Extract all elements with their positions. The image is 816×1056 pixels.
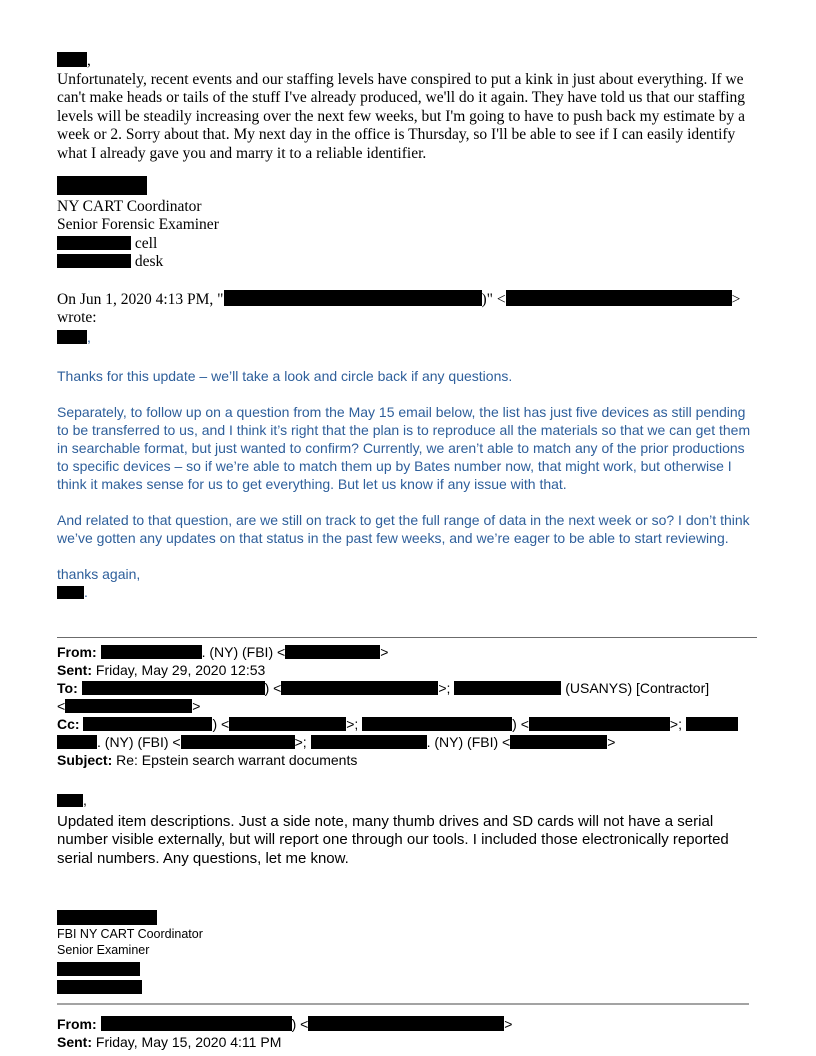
quote-attribution-line [57,290,759,328]
cc-frag: >; [294,733,311,750]
cc-frag: ) < [512,715,529,732]
from-label: From: [57,1016,97,1032]
email1-greeting [57,52,759,71]
cc-frag: >; [346,715,363,732]
redaction-bar [57,735,97,749]
cc-frag: > [607,733,616,750]
redaction-bar [57,910,157,925]
cc-frag: . (NY) (FBI) < [426,733,511,750]
redaction-bar [65,699,192,713]
redaction-bar [57,962,140,976]
email2-para3: And related to that question, are we still on track to get the full range of data in the next week or so? I don’t think we’ve gotten any updates on that status in the past few weeks, and we’re eager to be able to start reviewing. [57,511,750,546]
quote-suffix: > wrote: [57,290,741,326]
redaction-bar [57,586,84,599]
quote-prefix: On Jun 1, 2020 4:13 PM, " [57,290,224,308]
signature-title1: NY CART Coordinator [57,197,202,215]
to-frag: ) < [264,679,282,696]
from-frag: ) < [291,1016,309,1032]
cc-frag: . (NY) (FBI) < [97,733,181,750]
sent-line [57,1033,759,1051]
signature-title2: Senior Forensic Examiner [57,216,219,233]
quote-mid: )" < [481,290,506,308]
redaction-bar [101,645,202,659]
sent-value: Friday, May 29, 2020 12:53 [95,661,266,678]
signature-name-line [57,910,759,926]
redaction-bar [686,717,738,731]
from-frag: > [504,1016,513,1032]
email2-signature-line [57,583,759,601]
email1-signature [57,176,759,272]
redaction-bar [529,717,670,731]
to-line-2 [57,697,759,715]
redaction-bar [57,794,83,807]
redaction-bar [57,176,147,195]
subject-label: Subject: [57,751,113,768]
redaction-bar [506,290,732,306]
sent-line [57,661,759,679]
sent-label: Sent: [57,661,92,678]
thread-divider [57,1003,749,1005]
signature-desk-line [57,253,759,272]
to-line [57,679,759,697]
redaction-bar [57,236,131,250]
from-frag: . (NY) (FBI) < [201,643,286,660]
from-line [57,1015,759,1033]
sent-label: Sent: [57,1034,92,1050]
email-header-may29 [57,643,759,769]
to-frag: < [57,697,66,714]
email1-body: Unfortunately, recent events and our staffing levels have conspired to put a kink in just about everything. If we can't make heads or tails of the stuff I've already produced, we'll do it again. They have told us that our staffing levels will be steadily increasing over the next few weeks, but I'm going to have to push back my estimate by a week or 2. Sorry about that. My next day in the office is Thursday, so I'll be able to see if I can easily identify what I already gave you and marry it to a reliable identifier. [57,70,746,162]
redaction-bar [101,1016,292,1031]
redaction-bar [57,330,87,344]
redaction-bar [510,735,607,749]
redaction-bar [83,717,212,731]
redaction-bar [57,980,142,994]
subject-line [57,751,759,769]
email-header-may15 [57,1015,759,1051]
redaction-bar [308,1016,504,1031]
redaction-bar [311,735,427,749]
redaction-bar [362,717,512,731]
cell-label: cell [134,234,158,252]
signature-punct: . [84,583,88,600]
redaction-bar [82,681,265,695]
redaction-bar [229,717,346,731]
email3-greeting [57,791,759,809]
greeting-punct: , [87,52,91,69]
sent-value: Friday, May 15, 2020 4:11 PM [95,1034,282,1050]
redaction-bar [57,254,131,268]
greeting-punct: , [87,328,91,345]
signature-name-line [57,176,759,198]
thread-divider [57,637,757,638]
signature-phone-line [57,961,759,977]
signature-title2: Senior Examiner [57,943,150,957]
email3-signature [57,910,759,995]
redaction-bar [224,290,482,306]
email2-greeting [57,328,759,346]
signature-title1: FBI NY CART Coordinator [57,927,203,941]
from-line [57,643,759,661]
signature-phone-line [57,979,759,995]
redaction-bar [285,645,380,659]
redaction-bar [57,52,87,67]
redaction-bar [281,681,438,695]
desk-label: desk [134,253,164,270]
signature-cell-line [57,235,759,254]
cc-frag: >; [669,715,686,732]
to-frag: >; [438,679,455,696]
cc-frag: ) < [212,715,230,732]
redaction-bar [181,735,295,749]
redaction-bar [454,681,561,695]
cc-line-2 [57,733,759,751]
to-frag: (USANYS) [Contractor] [561,679,710,696]
to-frag: > [192,697,201,714]
email3-body: Updated item descriptions. Just a side note, many thumb drives and SD cards will not have a serial number visible externally, but will report one through our tools. I included those electronically reported serial numbers. Any questions, let me know. [57,812,729,867]
greeting-punct: , [83,791,87,808]
cc-line [57,715,759,733]
cc-label: Cc: [57,715,80,732]
from-frag: > [380,643,389,660]
email2-closing: thanks again, [57,565,141,582]
email2-para2: Separately, to follow up on a question from the May 15 email below, the list has just five devices as still pending to be transferred to us, and I think it’s right that the plan is to reproduce all the materials so that we can get them in searchable format, but just wanted to confirm? Currently, we aren’t able to match any of the prior productions to specific devices – so if we’re able to match them up by Bates number now, that might work, but otherwise I think it makes sense for us to get everything. But let us know if any issue with that. [57,403,751,492]
email2-para1: Thanks for this update – we’ll take a look and circle back if any questions. [57,367,513,384]
from-label: From: [57,643,97,660]
to-label: To: [57,679,78,696]
subject-value: Re: Epstein search warrant documents [116,751,358,768]
